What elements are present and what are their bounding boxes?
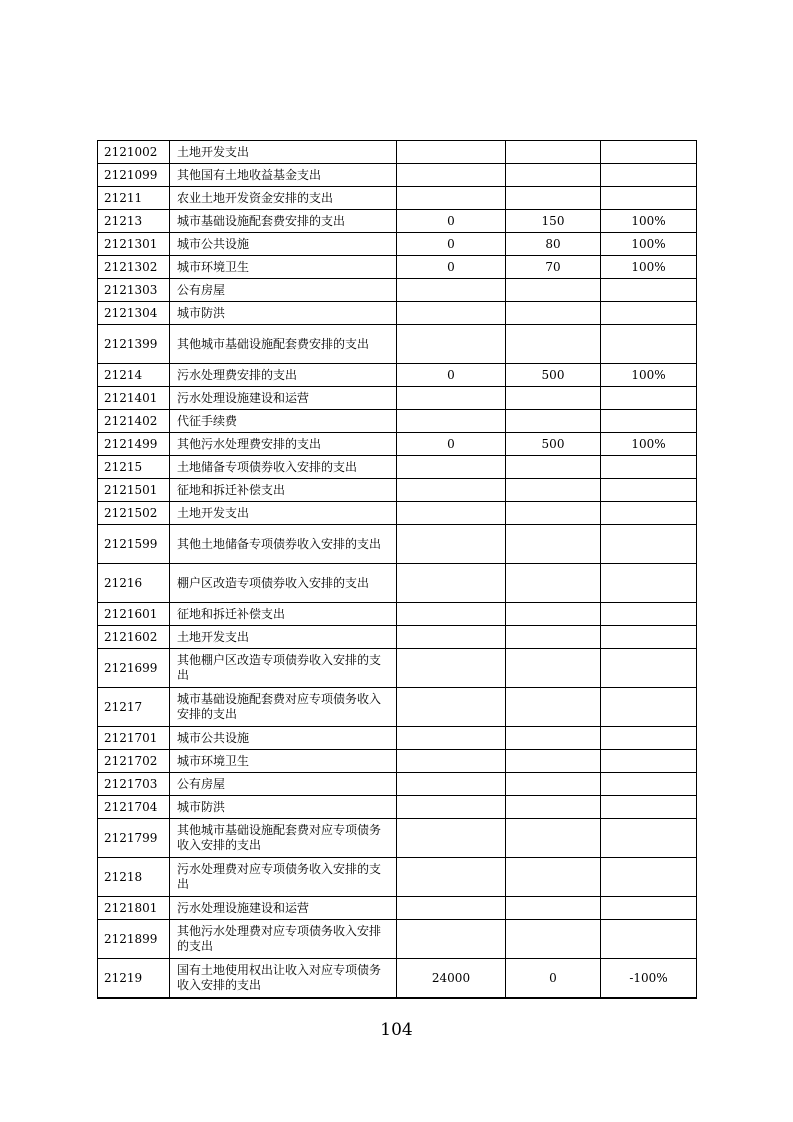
current-year-value-cell: 150 — [506, 210, 601, 233]
prior-year-value-cell — [397, 796, 506, 819]
change-percent-cell — [601, 410, 697, 433]
table-row — [98, 649, 697, 688]
current-year-value-cell — [506, 727, 601, 750]
table-row — [98, 796, 697, 819]
prior-year-value-cell: 0 — [397, 364, 506, 387]
prior-year-value-cell — [397, 141, 506, 164]
change-percent-cell: 100% — [601, 433, 697, 456]
prior-year-value-cell — [397, 920, 506, 959]
table-row — [98, 727, 697, 750]
account-code-cell: 2121799 — [98, 819, 170, 858]
table-row — [98, 233, 697, 256]
current-year-value-cell: 500 — [506, 433, 601, 456]
table-row — [98, 773, 697, 796]
current-year-value-cell — [506, 325, 601, 364]
prior-year-value-cell — [397, 410, 506, 433]
change-percent-cell — [601, 564, 697, 603]
prior-year-value-cell — [397, 858, 506, 897]
account-code-cell: 2121703 — [98, 773, 170, 796]
current-year-value-cell — [506, 626, 601, 649]
change-percent-cell — [601, 727, 697, 750]
current-year-value-cell — [506, 564, 601, 603]
prior-year-value-cell — [397, 819, 506, 858]
prior-year-value-cell — [397, 456, 506, 479]
table-row — [98, 141, 697, 164]
current-year-value-cell — [506, 525, 601, 564]
prior-year-value-cell — [397, 897, 506, 920]
table-row — [98, 256, 697, 279]
current-year-value-cell — [506, 387, 601, 410]
account-name-cell: 公有房屋 — [170, 279, 397, 302]
account-name-cell: 城市基础设施配套费安排的支出 — [170, 210, 397, 233]
account-name-cell: 其他城市基础设施配套费对应专项债务收入安排的支出 — [170, 819, 397, 858]
current-year-value-cell — [506, 502, 601, 525]
account-code-cell: 21218 — [98, 858, 170, 897]
prior-year-value-cell — [397, 187, 506, 210]
table-row — [98, 302, 697, 325]
account-name-cell: 其他污水处理费安排的支出 — [170, 433, 397, 456]
current-year-value-cell — [506, 649, 601, 688]
change-percent-cell — [601, 279, 697, 302]
current-year-value-cell — [506, 410, 601, 433]
account-name-cell: 征地和拆迁补偿支出 — [170, 603, 397, 626]
change-percent-cell — [601, 164, 697, 187]
change-percent-cell — [601, 302, 697, 325]
account-code-cell: 2121099 — [98, 164, 170, 187]
current-year-value-cell — [506, 897, 601, 920]
current-year-value-cell: 70 — [506, 256, 601, 279]
account-code-cell: 2121701 — [98, 727, 170, 750]
account-name-cell: 污水处理设施建设和运营 — [170, 387, 397, 410]
current-year-value-cell — [506, 279, 601, 302]
account-name-cell: 城市环境卫生 — [170, 750, 397, 773]
account-name-cell: 农业土地开发资金安排的支出 — [170, 187, 397, 210]
account-code-cell: 2121302 — [98, 256, 170, 279]
account-name-cell: 城市公共设施 — [170, 727, 397, 750]
prior-year-value-cell — [397, 279, 506, 302]
prior-year-value-cell — [397, 649, 506, 688]
prior-year-value-cell — [397, 626, 506, 649]
current-year-value-cell — [506, 773, 601, 796]
change-percent-cell — [601, 141, 697, 164]
change-percent-cell — [601, 502, 697, 525]
account-code-cell: 21215 — [98, 456, 170, 479]
change-percent-cell — [601, 456, 697, 479]
prior-year-value-cell: 0 — [397, 210, 506, 233]
table-row — [98, 456, 697, 479]
account-name-cell: 城市环境卫生 — [170, 256, 397, 279]
account-code-cell: 2121602 — [98, 626, 170, 649]
change-percent-cell — [601, 688, 697, 727]
table-row — [98, 502, 697, 525]
current-year-value-cell — [506, 456, 601, 479]
table-row — [98, 603, 697, 626]
account-code-cell: 2121304 — [98, 302, 170, 325]
account-name-cell: 公有房屋 — [170, 773, 397, 796]
account-code-cell: 2121301 — [98, 233, 170, 256]
change-percent-cell — [601, 187, 697, 210]
prior-year-value-cell — [397, 502, 506, 525]
account-name-cell: 代征手续费 — [170, 410, 397, 433]
account-name-cell: 污水处理费安排的支出 — [170, 364, 397, 387]
prior-year-value-cell — [397, 564, 506, 603]
budget-expenditure-table — [97, 140, 697, 999]
table-row — [98, 959, 697, 999]
change-percent-cell — [601, 858, 697, 897]
change-percent-cell — [601, 796, 697, 819]
account-name-cell: 棚户区改造专项债券收入安排的支出 — [170, 564, 397, 603]
account-name-cell: 土地储备专项债券收入安排的支出 — [170, 456, 397, 479]
change-percent-cell — [601, 773, 697, 796]
current-year-value-cell: 0 — [506, 959, 601, 999]
change-percent-cell — [601, 603, 697, 626]
prior-year-value-cell — [397, 302, 506, 325]
account-code-cell: 2121002 — [98, 141, 170, 164]
account-code-cell: 21219 — [98, 959, 170, 999]
prior-year-value-cell — [397, 479, 506, 502]
prior-year-value-cell: 24000 — [397, 959, 506, 999]
current-year-value-cell — [506, 141, 601, 164]
account-code-cell: 2121399 — [98, 325, 170, 364]
page-number: 104 — [380, 1020, 413, 1040]
account-code-cell: 2121599 — [98, 525, 170, 564]
prior-year-value-cell — [397, 325, 506, 364]
table-row — [98, 325, 697, 364]
account-code-cell: 2121801 — [98, 897, 170, 920]
table-row — [98, 364, 697, 387]
change-percent-cell: 100% — [601, 364, 697, 387]
table-row — [98, 688, 697, 727]
account-code-cell: 21213 — [98, 210, 170, 233]
change-percent-cell — [601, 897, 697, 920]
prior-year-value-cell: 0 — [397, 256, 506, 279]
account-code-cell: 2121499 — [98, 433, 170, 456]
table-row — [98, 819, 697, 858]
change-percent-cell — [601, 387, 697, 410]
prior-year-value-cell: 0 — [397, 433, 506, 456]
account-code-cell: 2121704 — [98, 796, 170, 819]
table-row — [98, 750, 697, 773]
account-code-cell: 2121702 — [98, 750, 170, 773]
current-year-value-cell — [506, 187, 601, 210]
current-year-value-cell — [506, 603, 601, 626]
change-percent-cell: -100% — [601, 959, 697, 999]
account-name-cell: 土地开发支出 — [170, 141, 397, 164]
account-code-cell: 2121502 — [98, 502, 170, 525]
current-year-value-cell — [506, 688, 601, 727]
table-row — [98, 525, 697, 564]
account-name-cell: 城市基础设施配套费对应专项债务收入安排的支出 — [170, 688, 397, 727]
change-percent-cell — [601, 649, 697, 688]
account-code-cell: 2121899 — [98, 920, 170, 959]
change-percent-cell — [601, 479, 697, 502]
account-name-cell: 国有土地使用权出让收入对应专项债务收入安排的支出 — [170, 959, 397, 999]
account-code-cell: 2121401 — [98, 387, 170, 410]
current-year-value-cell — [506, 858, 601, 897]
account-name-cell: 其他污水处理费对应专项债务收入安排的支出 — [170, 920, 397, 959]
table-row — [98, 479, 697, 502]
current-year-value-cell — [506, 479, 601, 502]
table-row — [98, 433, 697, 456]
table-body — [98, 141, 697, 999]
account-name-cell: 其他国有土地收益基金支出 — [170, 164, 397, 187]
account-code-cell: 2121699 — [98, 649, 170, 688]
account-code-cell: 21217 — [98, 688, 170, 727]
prior-year-value-cell — [397, 387, 506, 410]
table-row — [98, 164, 697, 187]
prior-year-value-cell — [397, 688, 506, 727]
current-year-value-cell — [506, 164, 601, 187]
current-year-value-cell: 500 — [506, 364, 601, 387]
table-row — [98, 187, 697, 210]
account-name-cell: 污水处理费对应专项债务收入安排的支出 — [170, 858, 397, 897]
account-code-cell: 21216 — [98, 564, 170, 603]
table-row — [98, 410, 697, 433]
change-percent-cell: 100% — [601, 210, 697, 233]
account-name-cell: 土地开发支出 — [170, 502, 397, 525]
prior-year-value-cell — [397, 525, 506, 564]
table-row — [98, 897, 697, 920]
prior-year-value-cell — [397, 750, 506, 773]
table-row — [98, 210, 697, 233]
prior-year-value-cell: 0 — [397, 233, 506, 256]
table-row — [98, 279, 697, 302]
account-name-cell: 其他土地储备专项债券收入安排的支出 — [170, 525, 397, 564]
prior-year-value-cell — [397, 727, 506, 750]
account-name-cell: 城市公共设施 — [170, 233, 397, 256]
current-year-value-cell — [506, 302, 601, 325]
change-percent-cell — [601, 525, 697, 564]
change-percent-cell: 100% — [601, 233, 697, 256]
table-row — [98, 564, 697, 603]
change-percent-cell — [601, 920, 697, 959]
account-name-cell: 城市防洪 — [170, 302, 397, 325]
prior-year-value-cell — [397, 603, 506, 626]
change-percent-cell — [601, 819, 697, 858]
account-code-cell: 2121601 — [98, 603, 170, 626]
current-year-value-cell — [506, 796, 601, 819]
change-percent-cell: 100% — [601, 256, 697, 279]
table-row — [98, 626, 697, 649]
account-name-cell: 其他城市基础设施配套费安排的支出 — [170, 325, 397, 364]
account-code-cell: 2121402 — [98, 410, 170, 433]
account-name-cell: 其他棚户区改造专项债券收入安排的支出 — [170, 649, 397, 688]
account-code-cell: 21211 — [98, 187, 170, 210]
account-code-cell: 2121303 — [98, 279, 170, 302]
prior-year-value-cell — [397, 164, 506, 187]
account-name-cell: 土地开发支出 — [170, 626, 397, 649]
account-code-cell: 21214 — [98, 364, 170, 387]
current-year-value-cell — [506, 819, 601, 858]
change-percent-cell — [601, 626, 697, 649]
table-row — [98, 387, 697, 410]
change-percent-cell — [601, 325, 697, 364]
change-percent-cell — [601, 750, 697, 773]
prior-year-value-cell — [397, 773, 506, 796]
account-name-cell: 污水处理设施建设和运营 — [170, 897, 397, 920]
current-year-value-cell — [506, 750, 601, 773]
current-year-value-cell: 80 — [506, 233, 601, 256]
current-year-value-cell — [506, 920, 601, 959]
account-code-cell: 2121501 — [98, 479, 170, 502]
table-row — [98, 920, 697, 959]
account-name-cell: 城市防洪 — [170, 796, 397, 819]
account-name-cell: 征地和拆迁补偿支出 — [170, 479, 397, 502]
table-row — [98, 858, 697, 897]
